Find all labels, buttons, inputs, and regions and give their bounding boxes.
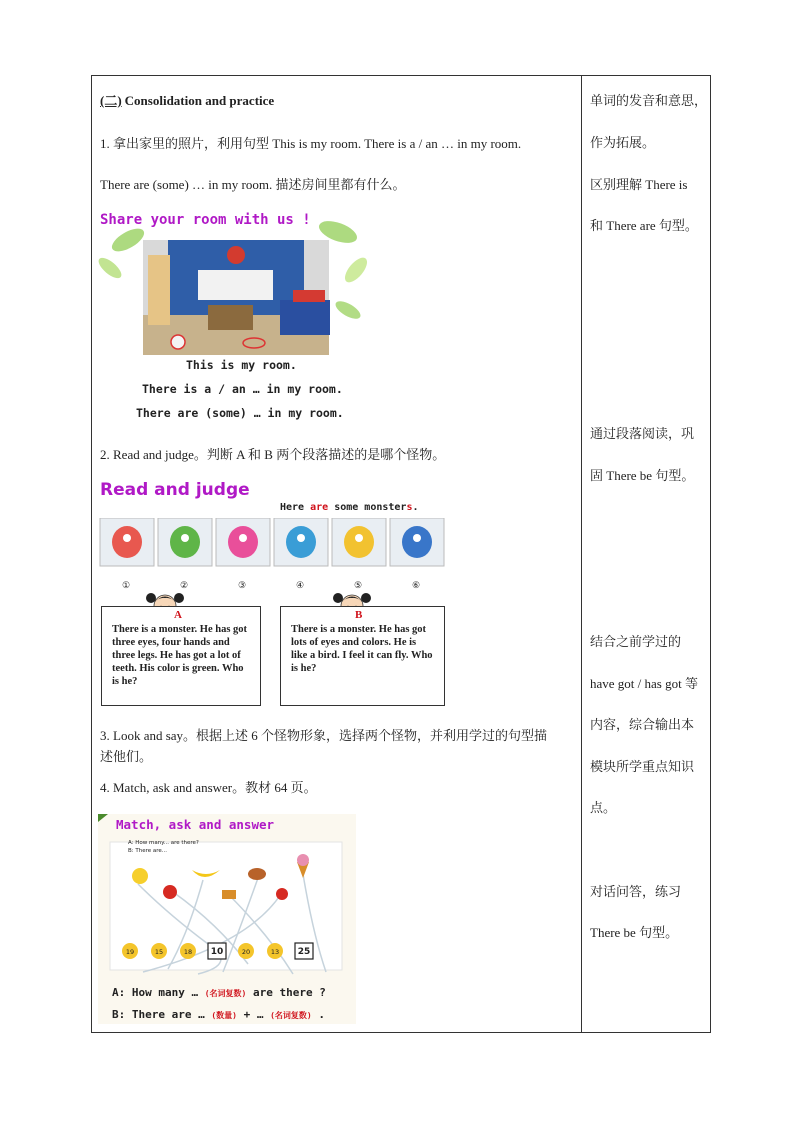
monster-number: ④ bbox=[296, 580, 305, 590]
share-room-panel bbox=[98, 210, 370, 420]
monster-row bbox=[98, 518, 448, 578]
caption-mid: some monster bbox=[328, 502, 407, 513]
monster-eye bbox=[181, 534, 189, 542]
qa-b-plus: + … bbox=[243, 1008, 264, 1021]
qa-line-b bbox=[112, 1008, 325, 1021]
paragraph-b-text: There is a monster. He has got lots of eyes and colors. He is like a bird. I feel it can fly. Who is he? bbox=[291, 624, 433, 674]
monster-eye bbox=[123, 534, 131, 542]
read-judge-panel bbox=[98, 480, 448, 708]
note-1-line-4: 和 There are 句型。 bbox=[590, 218, 698, 233]
match-panel bbox=[98, 814, 356, 1024]
lesson-table bbox=[91, 75, 711, 1033]
qa-b-pre: B: There are … bbox=[112, 1008, 205, 1021]
notes-column bbox=[582, 76, 712, 1032]
paragraph-a-text: There is a monster. He has got three eyes, four hands and three legs. He has got a lot of teeth. His color is green. Who is he? bbox=[112, 624, 248, 687]
note-3-line-2: have got / has got 等 bbox=[590, 676, 698, 691]
qa-b-end: . bbox=[318, 1008, 325, 1021]
match-prompt-b: B: There are... bbox=[128, 848, 168, 854]
caption-pre: Here bbox=[280, 502, 311, 513]
number-label: 20 bbox=[241, 948, 251, 956]
qa-line-a bbox=[112, 986, 326, 999]
note-2-line-1: 通过段落阅读，巩 bbox=[590, 426, 695, 441]
qa-a-pre: A: How many … bbox=[112, 986, 199, 999]
monster-number: ② bbox=[180, 580, 189, 590]
note-2-line-2: 固 There be 句型。 bbox=[590, 468, 695, 483]
number-label: 19 bbox=[125, 948, 135, 956]
caption-end: . bbox=[412, 502, 419, 513]
match-title: Match, ask and answer bbox=[116, 817, 275, 832]
monster-eye bbox=[413, 534, 421, 542]
task-4: 4. Match, ask and answer。教材 64 页。 bbox=[100, 780, 317, 795]
match-prompt-a: A: How many... are there? bbox=[128, 840, 199, 846]
share-line-3: There are (some) … in my room. bbox=[136, 406, 344, 420]
paragraph-b-card bbox=[280, 606, 445, 706]
number-label: 10 bbox=[210, 947, 224, 957]
heading-number: (二) bbox=[100, 93, 122, 108]
heading-text: Consolidation and practice bbox=[124, 93, 275, 108]
qa-a-post: are there ? bbox=[252, 986, 326, 999]
note-1-line-2: 作为拓展。 bbox=[590, 135, 656, 150]
qa-b-note-1: (数量) bbox=[211, 1011, 237, 1020]
task-3-line-2: 述他们。 bbox=[100, 749, 153, 764]
caption-s: s bbox=[406, 502, 413, 513]
monster-number: ① bbox=[122, 580, 131, 590]
qa-a-note: (名词复数) bbox=[204, 989, 247, 998]
paragraph-a-card bbox=[101, 606, 261, 706]
note-1-line-3: 区别理解 There is bbox=[590, 177, 688, 192]
note-4-line-1: 对话问答，练习 bbox=[590, 884, 682, 899]
number-label: 25 bbox=[297, 947, 311, 957]
room-photo bbox=[143, 240, 330, 355]
monster-number: ③ bbox=[238, 580, 247, 590]
note-3-line-1: 结合之前学过的 bbox=[590, 634, 682, 649]
number-label: 18 bbox=[183, 948, 193, 956]
note-3-line-5: 点。 bbox=[590, 800, 617, 815]
share-line-2: There is a / an … in my room. bbox=[142, 382, 343, 396]
monster-number: ⑤ bbox=[354, 580, 363, 590]
section-heading bbox=[100, 90, 274, 109]
task-1-line-2: There are (some) … in my room. 描述房间里都有什么。 bbox=[100, 177, 406, 192]
monster-eye bbox=[355, 534, 363, 542]
task-3-line-1: 3. Look and say。根据上述 6 个怪物形象，选择两个怪物，并利用学过的句型描 bbox=[100, 728, 548, 743]
qa-b-note-2: (名词复数) bbox=[270, 1011, 312, 1020]
task-2: 2. Read and judge。判断 A 和 B 两个段落描述的是哪个怪物。 bbox=[100, 447, 446, 462]
monsters-caption bbox=[280, 502, 419, 513]
monster-eye bbox=[297, 534, 305, 542]
number-label: 13 bbox=[270, 948, 280, 956]
number-label: 15 bbox=[154, 948, 164, 956]
main-column bbox=[92, 76, 581, 1032]
share-title: Share your room with us ! bbox=[100, 212, 311, 228]
monster-number: ⑥ bbox=[412, 580, 421, 590]
note-3-line-4: 模块所学重点知识 bbox=[590, 759, 695, 774]
caption-are: are bbox=[310, 502, 329, 513]
paragraph-b-letter: B bbox=[355, 609, 363, 621]
note-4-line-2: There be 句型。 bbox=[590, 925, 679, 940]
share-line-1: This is my room. bbox=[186, 358, 297, 372]
read-judge-title: Read and judge bbox=[100, 480, 250, 500]
note-1-line-1: 单词的发音和意思， bbox=[590, 93, 708, 108]
task-1-line-1: 1. 拿出家里的照片，利用句型 This is my room. There is a / an … in my room. bbox=[100, 136, 522, 151]
paragraph-a-letter: A bbox=[174, 609, 182, 621]
note-3-line-3: 内容，综合输出本 bbox=[590, 717, 695, 732]
monster-eye bbox=[239, 534, 247, 542]
